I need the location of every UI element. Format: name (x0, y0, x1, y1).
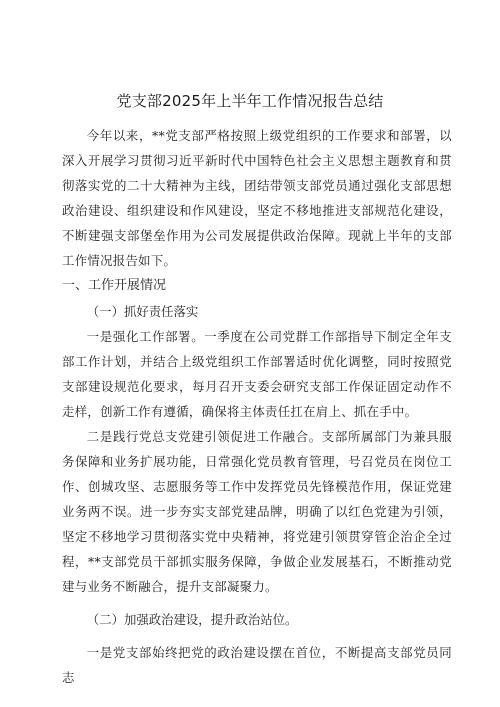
subsection-heading-1: （一）抓好责任落实 (86, 304, 199, 319)
paragraph-political-building: 一是党支部始终把党的政治建设摆在首位，不断提高支部党员同志 (62, 645, 452, 685)
paragraph-work-deployment: 一是强化工作部署。一季度在公司党群工作部指导下制定全年支部工作计划，并结合上级党组织工作部署适时优化调整，同时按照党支部建设规范化要求，每月召开支委会研究支部工作保证固定动作不走样，创新工作有遵循，确保将主体责任扛在肩上、抓在手中。 (62, 329, 452, 419)
intro-paragraph: 今年以来，**党支部严格按照上级党组织的工作要求和部署，以深入开展学习贯彻习近平新时代中国特色社会主义思想主题教育和贯彻落实党的二十大精神为主线，团结带领支部党员通过强化支部思想政治建设、组织建设和作风建设，坚定不移地推进支部规范化建设，不断建强支部堡垒作用为公司发展提供政治保障。现就上半年的支部工作情况报告如下。 (62, 128, 452, 268)
paragraph-work-integration: 二是践行党总支党建引领促进工作融合。支部所属部门为兼具服务保障和业务扩展功能，日常强化党员教育管理，号召党员在岗位工作、创城攻坚、志愿服务等工作中发挥党员先锋模范作用，保证党建业务两不误。进一步夯实支部党建品牌，明确了以红色党建为引领，坚定不移地学习贯彻落实党中央精神，将党建引领贯穿管企治企全过程，**支部党员干部抓实服务保障，争做企业发展基石，不断推动党建与业务不断融合，提升支部凝聚力。 (62, 429, 452, 594)
document-title: 党支部2025年上半年工作情况报告总结 (116, 92, 384, 110)
section-heading-1: 一、工作开展情况 (62, 278, 167, 293)
subsection-heading-2: （二）加强政治建设，提升政治站位。 (86, 612, 298, 627)
document-body (62, 123, 452, 690)
